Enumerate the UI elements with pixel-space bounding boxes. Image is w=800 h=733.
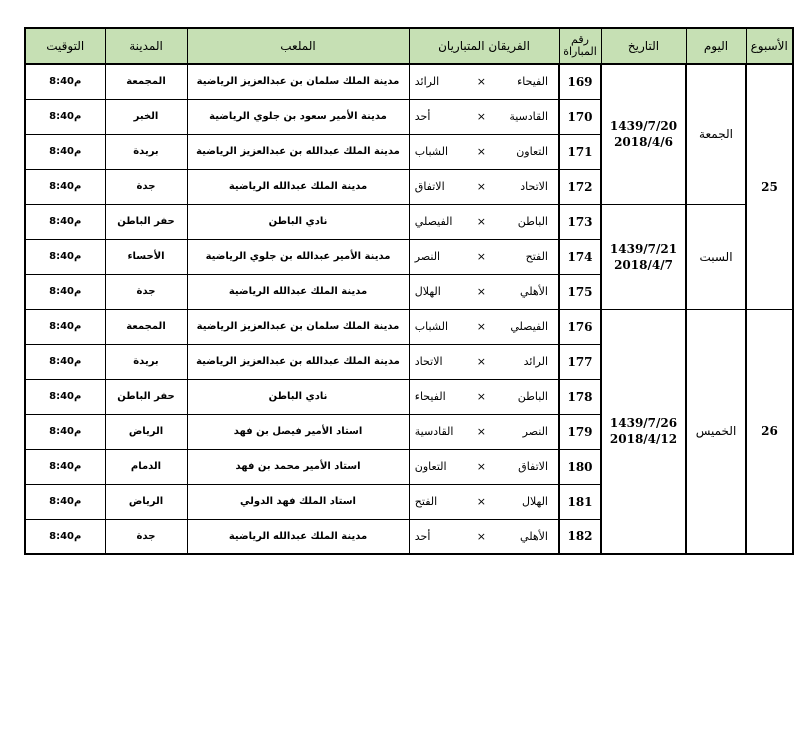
teams-pair: [412, 495, 557, 508]
cell-time: 8:40م: [25, 99, 105, 134]
away-team: الشباب: [414, 320, 449, 333]
home-team: الاتفاق: [518, 460, 548, 473]
cell-stadium: استاد الأمير محمد بن فهد: [187, 449, 409, 484]
cell-teams: [409, 204, 559, 239]
away-team: الاتحاد: [414, 355, 443, 368]
cell-teams: [409, 379, 559, 414]
teams-pair: [412, 145, 557, 158]
cell-city: المجمعة: [105, 64, 187, 99]
cell-city: جدة: [105, 519, 187, 554]
match-schedule-table: [24, 27, 794, 555]
teams-pair: [412, 75, 557, 88]
versus-symbol: ×: [476, 529, 486, 543]
away-team: الشباب: [414, 145, 449, 158]
versus-symbol: ×: [476, 460, 486, 473]
home-team: الفتح: [525, 250, 548, 263]
cell-city: الدمام: [105, 449, 187, 484]
teams-pair: [412, 215, 557, 228]
versus-symbol: ×: [476, 390, 486, 403]
cell-stadium: نادي الباطن: [187, 204, 409, 239]
away-team: أحد: [414, 110, 431, 123]
header-match-number: [559, 28, 601, 64]
cell-city: حفر الباطن: [105, 379, 187, 414]
home-team: الفيحاء: [517, 75, 548, 89]
cell-match-number: 170: [559, 99, 601, 134]
gregorian-date: 2018/4/6: [614, 135, 673, 150]
cell-city: المجمعة: [105, 309, 187, 344]
cell-stadium: مدينة الملك عبدالله بن عبدالعزيز الرياضية: [187, 134, 409, 169]
away-team: الهلال: [414, 285, 441, 298]
cell-time: 8:40م: [25, 449, 105, 484]
cell-time: 8:40م: [25, 484, 105, 519]
cell-teams: [409, 64, 559, 99]
cell-match-number: 179: [559, 414, 601, 449]
cell-stadium: مدينة الملك عبدالله الرياضية: [187, 169, 409, 204]
versus-symbol: ×: [476, 110, 486, 123]
versus-symbol: ×: [476, 285, 486, 298]
cell-time: 8:40م: [25, 344, 105, 379]
home-team: الهلال: [521, 495, 548, 508]
gregorian-date: 2018/4/12: [609, 432, 678, 447]
away-team: الرائد: [414, 75, 440, 89]
header-teams: الفريقان المتباريان: [409, 28, 559, 64]
cell-time: 8:40م: [25, 204, 105, 239]
table-row: [25, 204, 793, 239]
cell-teams: [409, 519, 559, 554]
home-team: التعاون: [516, 145, 548, 158]
cell-match-number: 182: [559, 519, 601, 554]
cell-stadium: مدينة الملك سلمان بن عبدالعزيز الرياضية: [187, 64, 409, 99]
cell-teams: [409, 309, 559, 344]
cell-time: 8:40م: [25, 274, 105, 309]
cell-teams: [409, 274, 559, 309]
cell-city: الخبر: [105, 99, 187, 134]
cell-teams: [409, 484, 559, 519]
versus-symbol: ×: [476, 75, 486, 89]
cell-city: بريدة: [105, 344, 187, 379]
cell-city: الرياض: [105, 414, 187, 449]
cell-match-number: 181: [559, 484, 601, 519]
cell-time: 8:40م: [25, 414, 105, 449]
home-team: الأهلي: [520, 529, 548, 543]
cell-time: 8:40م: [25, 519, 105, 554]
cell-stadium: مدينة الملك عبدالله بن عبدالعزيز الرياضية: [187, 344, 409, 379]
versus-symbol: ×: [476, 145, 486, 158]
cell-teams: [409, 169, 559, 204]
cell-city: جدة: [105, 169, 187, 204]
versus-symbol: ×: [476, 355, 486, 368]
cell-stadium: مدينة الملك عبدالله الرياضية: [187, 519, 409, 554]
header-stadium: الملعب: [187, 28, 409, 64]
teams-pair: [412, 320, 557, 333]
cell-teams: [409, 344, 559, 379]
versus-symbol: ×: [476, 215, 486, 228]
header-match-number-line1: رقم: [571, 33, 589, 46]
cell-date: [601, 309, 686, 554]
header-date: التاريخ: [601, 28, 686, 64]
home-team: الرائد: [523, 355, 548, 368]
away-team: القادسية: [414, 425, 454, 438]
teams-pair: [412, 425, 557, 438]
cell-city: جدة: [105, 274, 187, 309]
cell-match-number: 180: [559, 449, 601, 484]
home-team: الفيصلي: [510, 320, 548, 333]
header-row: [25, 28, 793, 64]
home-team: القادسية: [509, 110, 548, 123]
cell-match-number: 169: [559, 64, 601, 99]
cell-stadium: مدينة الأمير عبدالله بن جلوي الرياضية: [187, 239, 409, 274]
header-time: التوقيت: [25, 28, 105, 64]
cell-time: 8:40م: [25, 309, 105, 344]
cell-stadium: مدينة الملك عبدالله الرياضية: [187, 274, 409, 309]
teams-pair: [412, 250, 557, 263]
versus-symbol: ×: [476, 250, 486, 263]
table-row: [25, 309, 793, 344]
cell-time: 8:40م: [25, 169, 105, 204]
versus-symbol: ×: [476, 180, 486, 193]
cell-city: بريدة: [105, 134, 187, 169]
cell-week: 25: [746, 64, 793, 309]
cell-match-number: 175: [559, 274, 601, 309]
cell-match-number: 171: [559, 134, 601, 169]
away-team: الفيحاء: [414, 390, 446, 403]
cell-city: الأحساء: [105, 239, 187, 274]
cell-time: 8:40م: [25, 239, 105, 274]
home-team: الاتحاد: [520, 180, 548, 193]
cell-teams: [409, 239, 559, 274]
cell-match-number: 174: [559, 239, 601, 274]
teams-pair: [412, 390, 557, 403]
teams-pair: [412, 355, 557, 368]
cell-match-number: 177: [559, 344, 601, 379]
away-team: الاتفاق: [414, 180, 445, 193]
hijri-date: 1439/7/26: [609, 416, 678, 431]
teams-pair: [412, 460, 557, 473]
cell-stadium: استاد الأمير فيصل بن فهد: [187, 414, 409, 449]
cell-time: 8:40م: [25, 134, 105, 169]
cell-week: 26: [746, 309, 793, 554]
versus-symbol: ×: [476, 495, 486, 508]
cell-city: حفر الباطن: [105, 204, 187, 239]
cell-stadium: مدينة الأمير سعود بن جلوي الرياضية: [187, 99, 409, 134]
hijri-date: 1439/7/21: [609, 241, 678, 256]
cell-match-number: 178: [559, 379, 601, 414]
cell-day: الخميس: [686, 309, 746, 554]
cell-stadium: استاد الملك فهد الدولي: [187, 484, 409, 519]
cell-teams: [409, 414, 559, 449]
cell-match-number: 172: [559, 169, 601, 204]
header-city: المدينة: [105, 28, 187, 64]
cell-city: الرياض: [105, 484, 187, 519]
cell-time: 8:40م: [25, 379, 105, 414]
header-match-number-line2: المباراة: [563, 45, 597, 58]
teams-pair: [412, 285, 557, 298]
hijri-date: 1439/7/20: [609, 119, 678, 134]
table-row: [25, 64, 793, 99]
cell-teams: [409, 99, 559, 134]
cell-date: [601, 64, 686, 204]
cell-match-number: 176: [559, 309, 601, 344]
cell-stadium: نادي الباطن: [187, 379, 409, 414]
away-team: التعاون: [414, 460, 447, 473]
cell-time: 8:40م: [25, 64, 105, 99]
away-team: أحد: [414, 529, 431, 543]
away-team: النصر: [414, 250, 441, 263]
away-team: الفيصلي: [414, 215, 453, 228]
cell-day: الجمعة: [686, 64, 746, 204]
header-day: اليوم: [686, 28, 746, 64]
teams-pair: [412, 530, 557, 543]
cell-day: السبت: [686, 204, 746, 309]
cell-match-number: 173: [559, 204, 601, 239]
cell-teams: [409, 134, 559, 169]
home-team: الباطن: [517, 390, 548, 403]
header-week: الأسبوع: [746, 28, 793, 64]
cell-date: [601, 204, 686, 309]
gregorian-date: 2018/4/7: [614, 257, 673, 272]
versus-symbol: ×: [476, 425, 486, 438]
home-team: الأهلي: [520, 285, 548, 298]
teams-pair: [412, 180, 557, 193]
schedule-body: [25, 64, 793, 554]
cell-stadium: مدينة الملك سلمان بن عبدالعزيز الرياضية: [187, 309, 409, 344]
versus-symbol: ×: [476, 320, 486, 333]
away-team: الفتح: [414, 495, 438, 508]
home-team: الباطن: [517, 215, 548, 228]
teams-pair: [412, 110, 557, 123]
home-team: النصر: [522, 425, 548, 438]
cell-teams: [409, 449, 559, 484]
